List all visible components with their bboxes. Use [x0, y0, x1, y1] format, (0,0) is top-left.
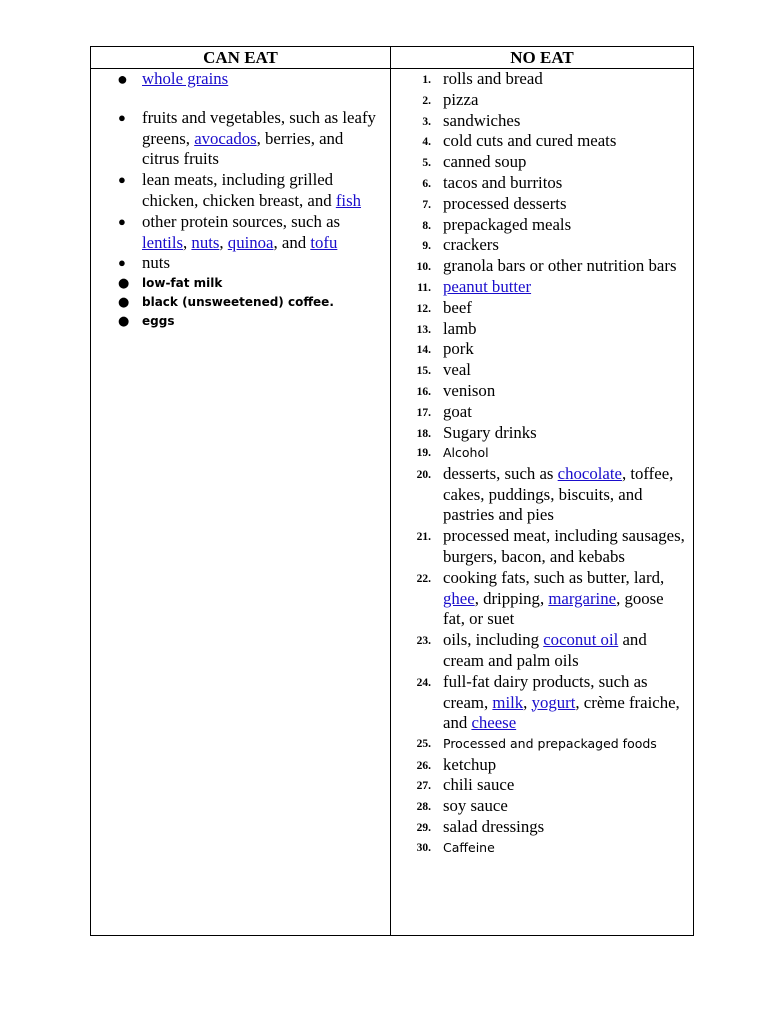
item-text: Alcohol	[443, 445, 489, 461]
list-item	[391, 111, 693, 132]
item-number: 12.	[416, 302, 431, 315]
item-number: 25.	[416, 738, 431, 751]
item-text: venison	[443, 380, 496, 400]
list-item	[391, 796, 693, 817]
item-text: pizza	[443, 89, 479, 109]
item-text: ,	[219, 232, 228, 252]
no-eat-list	[391, 69, 693, 858]
item-number: 19.	[416, 447, 431, 460]
bullet-icon: ●	[118, 314, 130, 330]
link-ghee[interactable]: ghee	[443, 588, 475, 608]
item-text: fruits and vegetables, such as leafy greens,	[142, 107, 376, 148]
item-text: lean meats, including grilled chicken, chicken breast, and	[142, 170, 336, 210]
item-text: veal	[443, 360, 471, 380]
item-number: 17.	[416, 406, 431, 419]
list-item	[391, 215, 693, 236]
item-text: desserts, such as	[443, 463, 558, 483]
item-number: 15.	[416, 365, 431, 378]
list-item	[391, 360, 693, 381]
item-number: 14.	[416, 344, 431, 357]
item-number: 18.	[416, 427, 431, 440]
item-text: ketchup	[443, 754, 497, 774]
bullet-icon: ●	[118, 213, 126, 229]
list-item	[91, 274, 390, 293]
link-quinoa[interactable]: quinoa	[227, 232, 274, 252]
list-item	[391, 298, 693, 319]
item-text: beef	[443, 297, 472, 317]
link-chocolate[interactable]: chocolate	[557, 463, 622, 483]
list-item	[391, 402, 693, 423]
item-text: Sugary drinks	[443, 422, 537, 442]
item-number: 5.	[422, 157, 431, 170]
item-text: granola bars or other nutrition bars	[443, 256, 677, 276]
item-text: cooking fats, such as butter, lard,	[443, 567, 665, 587]
list-item	[391, 339, 693, 360]
table-header-row	[91, 47, 694, 69]
list-item	[391, 755, 693, 776]
item-text: oils, including	[443, 630, 544, 650]
item-number: 4.	[422, 136, 431, 149]
list-item	[391, 838, 693, 858]
link-lentils[interactable]: lentils	[142, 232, 184, 252]
item-text: nuts	[142, 253, 170, 273]
link-fish[interactable]: fish	[335, 190, 362, 210]
item-text: Processed and prepackaged foods	[443, 736, 657, 752]
item-text: crackers	[443, 235, 499, 255]
item-text: processed meat, including sausages, burgers, bacon, and kebabs	[443, 526, 685, 566]
item-text: and cream and palm oils	[443, 630, 647, 670]
item-number: 9.	[422, 240, 431, 253]
bullet-icon: ●	[117, 69, 128, 89]
item-text: tacos and burritos	[443, 172, 563, 192]
item-number: 30.	[416, 841, 431, 854]
link-nuts[interactable]: nuts	[191, 232, 220, 252]
list-item	[391, 464, 693, 526]
item-text: full-fat dairy products, such as cream,	[443, 671, 648, 712]
table-body-row	[91, 69, 694, 936]
list-item	[391, 775, 693, 796]
list-item	[391, 277, 693, 298]
no-eat-cell	[391, 69, 694, 936]
item-text: Caffeine	[443, 839, 495, 855]
link-coconut-oil[interactable]: coconut oil	[543, 630, 619, 650]
list-item	[391, 90, 693, 111]
list-item	[91, 69, 390, 90]
link-tofu[interactable]: tofu	[310, 232, 338, 252]
item-text: , and	[273, 232, 311, 252]
list-item	[391, 319, 693, 340]
bullet-icon: ●	[118, 276, 130, 292]
link-yogurt[interactable]: yogurt	[531, 692, 576, 712]
item-text: prepackaged meals	[443, 214, 572, 234]
item-number: 24.	[416, 676, 431, 689]
item-text: , dripping,	[474, 588, 549, 608]
can-eat-header: CAN EAT	[91, 47, 391, 69]
item-number: 6.	[422, 177, 431, 190]
can-eat-list	[91, 69, 390, 331]
item-text: other protein sources, such as	[142, 211, 341, 231]
list-item	[91, 293, 390, 312]
item-number: 23.	[416, 635, 431, 648]
item-text: black (unsweetened) coffee.	[142, 295, 334, 310]
list-item	[391, 423, 693, 444]
can-eat-cell	[91, 69, 391, 936]
bullet-icon: ●	[118, 172, 126, 188]
bullet-icon: ●	[118, 109, 126, 125]
item-number: 1.	[422, 74, 431, 86]
list-item	[391, 194, 693, 215]
list-item	[391, 817, 693, 838]
list-item	[391, 672, 693, 734]
item-number: 27.	[416, 780, 431, 793]
list-item	[391, 734, 693, 754]
list-item	[391, 568, 693, 630]
item-number: 26.	[416, 759, 431, 772]
item-number: 11.	[417, 281, 431, 294]
list-item	[91, 108, 390, 170]
diet-table	[90, 46, 694, 936]
item-text: lamb	[443, 318, 477, 338]
link-milk[interactable]: milk	[492, 692, 524, 712]
item-number: 28.	[416, 801, 431, 814]
item-number: 21.	[416, 531, 431, 544]
item-text: cold cuts and cured meats	[443, 131, 617, 151]
item-number: 22.	[416, 572, 431, 585]
item-number: 29.	[416, 821, 431, 834]
item-number: 13.	[416, 323, 431, 336]
list-item	[391, 381, 693, 402]
item-text: , goose fat, or suet	[443, 588, 664, 629]
item-text: , toffee, cakes, puddings, biscuits, and pastries and pies	[443, 463, 674, 525]
list-item	[91, 312, 390, 331]
item-text: ,	[523, 692, 532, 712]
list-item	[91, 212, 390, 254]
bullet-icon: ●	[118, 295, 130, 311]
item-text: canned soup	[443, 152, 527, 172]
no-eat-header: NO EAT	[391, 47, 694, 69]
item-number: 10.	[416, 261, 431, 274]
item-text: , berries, and citrus fruits	[142, 128, 344, 169]
item-text: rolls and bread	[443, 69, 543, 88]
item-number: 20.	[416, 468, 431, 481]
list-item	[391, 256, 693, 277]
item-text: goat	[443, 401, 472, 421]
item-text: chili sauce	[443, 775, 515, 795]
list-item	[391, 131, 693, 152]
item-text: salad dressings	[443, 816, 545, 836]
link-margarine[interactable]: margarine	[548, 588, 617, 608]
item-text: sandwiches	[443, 110, 521, 130]
item-text: processed desserts	[443, 193, 567, 213]
item-text: ,	[183, 232, 192, 252]
link-cheese[interactable]: cheese	[471, 713, 517, 733]
list-item	[91, 253, 390, 274]
link-avocados[interactable]: avocados	[194, 128, 257, 148]
list-item	[91, 170, 390, 212]
list-item	[391, 443, 693, 463]
list-item	[391, 152, 693, 173]
item-text: pork	[443, 339, 474, 359]
item-text: soy sauce	[443, 796, 508, 816]
item-text: , crème fraiche, and	[443, 692, 680, 733]
list-item	[391, 173, 693, 194]
item-number: 16.	[416, 385, 431, 398]
link-peanut-butter[interactable]: peanut butter	[443, 276, 532, 296]
link-whole-grains[interactable]: whole grains	[142, 69, 229, 88]
item-number: 8.	[422, 219, 431, 232]
list-item	[391, 630, 693, 672]
item-text: low-fat milk	[142, 276, 223, 291]
bullet-icon: ●	[118, 255, 126, 271]
item-number: 3.	[422, 115, 431, 128]
item-text: eggs	[142, 314, 175, 329]
list-item	[391, 526, 693, 568]
item-number: 2.	[422, 94, 431, 107]
list-item	[391, 235, 693, 256]
item-number: 7.	[422, 198, 431, 211]
list-item	[391, 69, 693, 90]
